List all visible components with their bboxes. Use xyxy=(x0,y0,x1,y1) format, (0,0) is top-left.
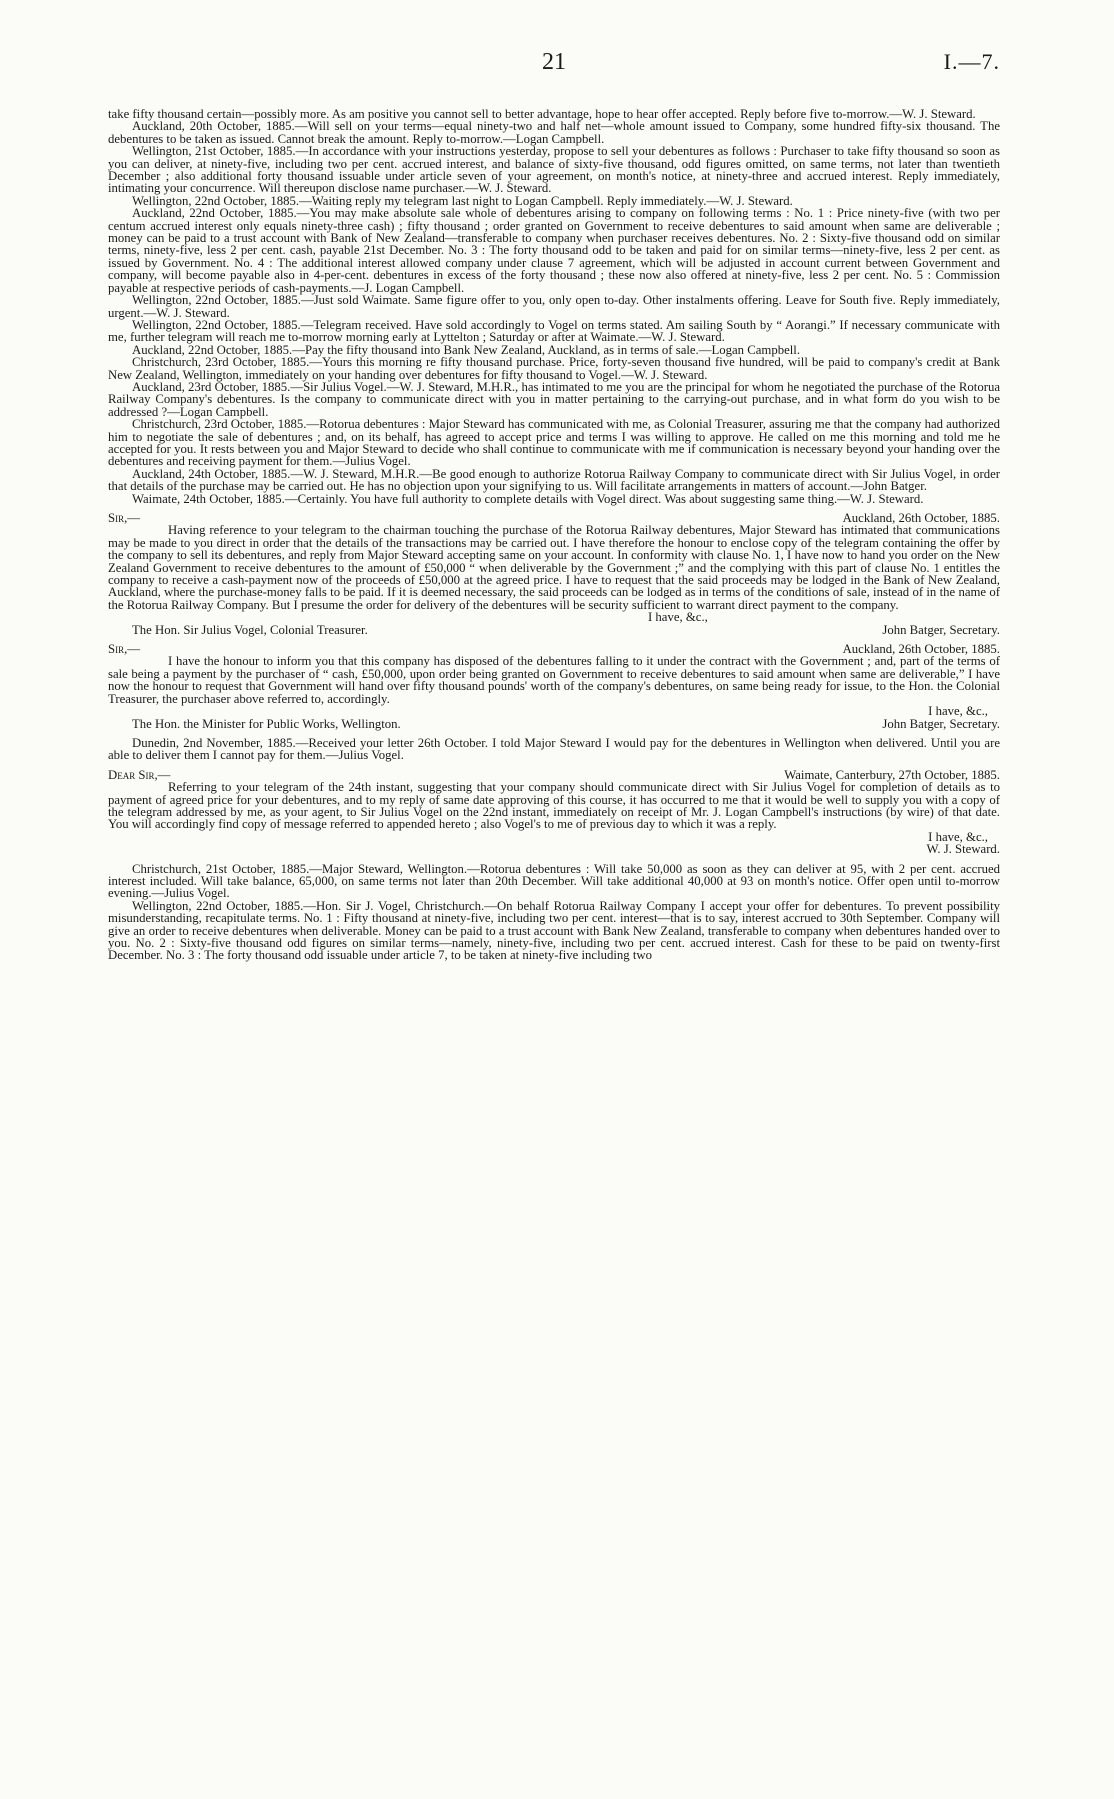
paragraph: Waimate, 24th October, 1885.—Certainly. You have full authority to complete details with Vogel direct. Was about suggesting same thing.—W. J. Steward. xyxy=(132,491,924,506)
paragraph: Auckland, 23rd October, 1885.—Sir Julius Vogel.—W. J. Steward, M.H.R., has intimated to me you are the principal for whom he negotiated the purchase of the Rotorua Railway Company's debentures. Is the company to communicate direct with you in matter pertaining to the carrying-out purchase, and in what form do you wish to be addressed ?—Logan Campbell. xyxy=(108,379,1000,419)
paragraph: Christchurch, 23rd October, 1885.—Rotorua debentures : Major Steward has communicated with me, as Colonial Treasurer, assuring me that the company had authorized him to negotiate the sale of debentures ; and, on its behalf, has agreed to accept price and terms I was willing to approve. He called on me this morning and told me he accepted for you. It rests between you and Major Steward to decide who shall continue to communicate with me if communication is necessary beyond your handing over the debentures and receiving payment for them.—Julius Vogel. xyxy=(108,417,1000,469)
document-reference: I.—7. xyxy=(943,49,1000,74)
paragraph: Wellington, 21st October, 1885.—In accordance with your instructions yesterday, propose to sell your debentures as follows : Purchaser to take fifty thousand so soon as you can deliver, at ninety-five, including two per cent. accrued interest, and balance of sixty-five thousand, odd figures omitted, on same terms, not later than twentieth December ; also additional forty thousand issuable under article seven of your agreement, on month's notice, at ninety-three and accrued interest. Reply immediately, intimating your concurrence. Will thereupon disclose name purchaser.—W. J. Steward. xyxy=(108,144,1000,196)
page-body xyxy=(108,108,1000,962)
paragraph: Wellington, 22nd October, 1885.—Just sold Waimate. Same figure offer to you, only open to-day. Other instalments offering. Leave for South five. Reply immediately, urgent.—W. J. Steward. xyxy=(108,293,1000,320)
letter-place-date: Auckland, 26th October, 1885. xyxy=(842,642,1000,657)
paragraph: Auckland, 22nd October, 1885.—Pay the fifty thousand into Bank New Zealand, Auckland, as in terms of sale.—Logan Campbell. xyxy=(132,342,801,357)
letter-body: Referring to your telegram of the 24th instant, suggesting that your company should communicate direct with Sir Julius Vogel for completion of details as to payment of agreed price for your debentures, and to my reply of same date approving of this course, it has occurred to me that it would be well to supply you with a copy of the telegram addressed by me, as your agent, to Sir Julius Vogel on the 22nd instant, immediately on receipt of Mr. J. Logan Campbell's instructions (by wire) of that date. You will accordingly find copy of message referred to appended hereto ; also Vogel's to me of previous day to which it was a reply. xyxy=(108,780,1000,832)
page-number: 21 xyxy=(542,49,566,75)
paragraph: Wellington, 22nd October, 1885.—Telegram received. Have sold accordingly to Vogel on terms stated. Am sailing South by “ Aorangi.” If necessary communicate with me, further telegram will reach me to-morrow morning early at Lyttelton ; Saturday or after at Waimate.—W. J. Steward. xyxy=(108,317,1000,345)
letter-place-date: Waimate, Canterbury, 27th October, 1885. xyxy=(784,767,1000,782)
paragraph: Auckland, 20th October, 1885.—Will sell on your terms—equal ninety-two and half net—whole amount issued to Company, some hundred fifty-six thousand. The debentures to be taken as issued. Cannot break the amount. Reply to-morrow.—Logan Campbell. xyxy=(108,119,1000,146)
paragraph: Wellington, 22nd October, 1885.—Waiting reply my telegram last night to Logan Campbell. Reply immediately.—W. J. Steward. xyxy=(132,193,793,208)
letter-addressee: The Hon. the Minister for Public Works, Wellington. xyxy=(132,716,401,731)
paragraph: Auckland, 24th October, 1885.—W. J. Steward, M.H.R.—Be good enough to authorize Rotorua Railway Company to communicate direct with Sir Julius Vogel, in order that details of the purchase may be carried out. He has no objection upon your signifying to us. Will facilitate arrangements in matters of account.—John Batger. xyxy=(108,466,1000,494)
paragraph: Christchurch, 23rd October, 1885.—Yours this morning re fifty thousand purchase. Price, forty-seven thousand five hundred, will be paid to company's credit at Bank New Zealand, Wellington, immediately on your handing over debentures for fifty thousand to Vogel.—W. J. Steward. xyxy=(108,355,1000,382)
page-header xyxy=(108,49,1000,80)
letter-body: Having reference to your telegram to the chairman touching the purchase of the Rotorua Railway debentures, Major Steward has intimated that communications may be made to you direct in order that the details of the transactions may be carried out. I have therefore the honour to enclose copy of the telegram containing the offer by the company to sell its debentures, and reply from Major Steward accepting same on your account. In conformity with clause No. 1, I have now to hand you order on the New Zealand Government to receive debentures to the amount of £50,000 “ when deliverable by the Government ;” and the complying with this part of clause No. 1 entitles the company to receive a cash-payment now of the proceeds of £50,000 at the agreed price. I have to request that the said proceeds may be lodged in the Bank of New Zealand, Auckland, where the purchase-money falls to be paid. If it is deemed necessary, the said proceeds can be lodged as in terms of the conditions of sale, instead of in the name of the Rotorua Railway Company. But I presume the order for delivery of the debentures will be security sufficient to warrant direct payment to the company. xyxy=(108,523,1000,612)
letter-batger-to-vogel xyxy=(108,512,1000,636)
letter-body: I have the honour to inform you that this company has disposed of the debentures falling to it under the contract with the Government ; and, part of the terms of sale being a payment by the purchaser of “ cash, £50,000, upon order being granted on Government to receive debentures to said amount when same are deliverable,” I have now the honour to request that Government will hand over fifty thousand pounds' worth of the company's debentures, on same being ready for issue, to the Hon. the Colonial Treasurer, the purchaser above referred to, accordingly. xyxy=(108,654,1000,706)
letter-signature: John Batger, Secretary. xyxy=(882,622,1000,637)
paragraph: Christchurch, 21st October, 1885.—Major Steward, Wellington.—Rotorua debentures : Will take 50,000 as soon as they can deliver at 95, with 2 per cent. accrued interest included. Will take balance, 65,000, on same terms not later than 20th December. Will take additional 40,000 at 93 on month's notice. Offer open until to-morrow evening.—Julius Vogel. xyxy=(108,861,1000,901)
letter-salutation: Sir,— xyxy=(108,642,141,657)
letter-salutation: Dear Sir,— xyxy=(108,767,171,782)
letter-salutation: Sir,— xyxy=(108,511,141,525)
letter-batger-to-minister xyxy=(108,643,1000,730)
paragraph: Wellington, 22nd October, 1885.—Hon. Sir J. Vogel, Christchurch.—On behalf Rotorua Railway Company I accept your offer for debentures. To prevent possibility misunderstanding, recapitulate terms. No. 1 : Fifty thousand at ninety-five, including two per cent. interest—that is to say, interest accrued to 30th September. Company will give an order to receive debentures when deliverable. Money can be paid to a trust account with Bank New Zealand, transferable to company when debentures handed over to you. No. 2 : Sixty-five thousand odd figures on similar terms—namely, ninety-five, including two per cent. accrued interest. Cash for these to be paid on twenty-first December. No. 3 : The forty thousand odd issuable under article 7, to be taken at ninety-five including two xyxy=(108,898,1000,963)
paragraph: take fifty thousand certain—possibly more. As am positive you cannot sell to better advantage, hope to hear offer accepted. Reply before five to-morrow.—W. J. Steward. xyxy=(108,107,976,121)
letter-signature: John Batger, Secretary. xyxy=(882,716,1000,731)
letter-signature: W. J. Steward. xyxy=(926,842,1000,857)
letter-place-date: Auckland, 26th October, 1885. xyxy=(842,511,1000,525)
paragraph: Auckland, 22nd October, 1885.—You may make absolute sale whole of debentures arising to company on following terms : No. 1 : Price ninety-five (with two per centum accrued interest only equals ninety-three cash) ; fifty thousand ; order granted on Government to receive debentures to said amount when same are deliverable ; money can be paid to a trust account with Bank of New Zealand—transferable to company when purchaser receives debentures. No. 2 : Sixty-five thousand odd on similar terms, ninety-five, less 2 per cent. cash, payable 21st December. No. 3 : The forty thousand odd to be taken and paid for on similar terms—ninety-five, less 2 per cent. as issued by Government. No. 4 : The additional interest allowed company under clause 7 agreement, which will be adjusted in account current between Government and company, will become payable also in 4-per-cent. debentures in excess of the forty thousand ; these now also offered at ninety-five, less 2 per cent. No. 5 : Commission payable at respective periods of cash-payments.—J. Logan Campbell. xyxy=(108,206,1000,295)
letter-addressee: The Hon. Sir Julius Vogel, Colonial Treasurer. xyxy=(132,622,368,637)
paragraph: Dunedin, 2nd November, 1885.—Received your letter 26th October. I told Major Steward I would pay for the debentures in Wellington when delivered. Until you are able to deliver them I cannot pay for them.—Julius Vogel. xyxy=(108,735,1000,763)
letter-closing: I have, &c., xyxy=(928,704,988,719)
letter-closing: I have, &c., xyxy=(928,829,988,844)
letter-steward-to-company xyxy=(108,769,1000,856)
letter-closing: I have, &c., xyxy=(648,610,708,625)
